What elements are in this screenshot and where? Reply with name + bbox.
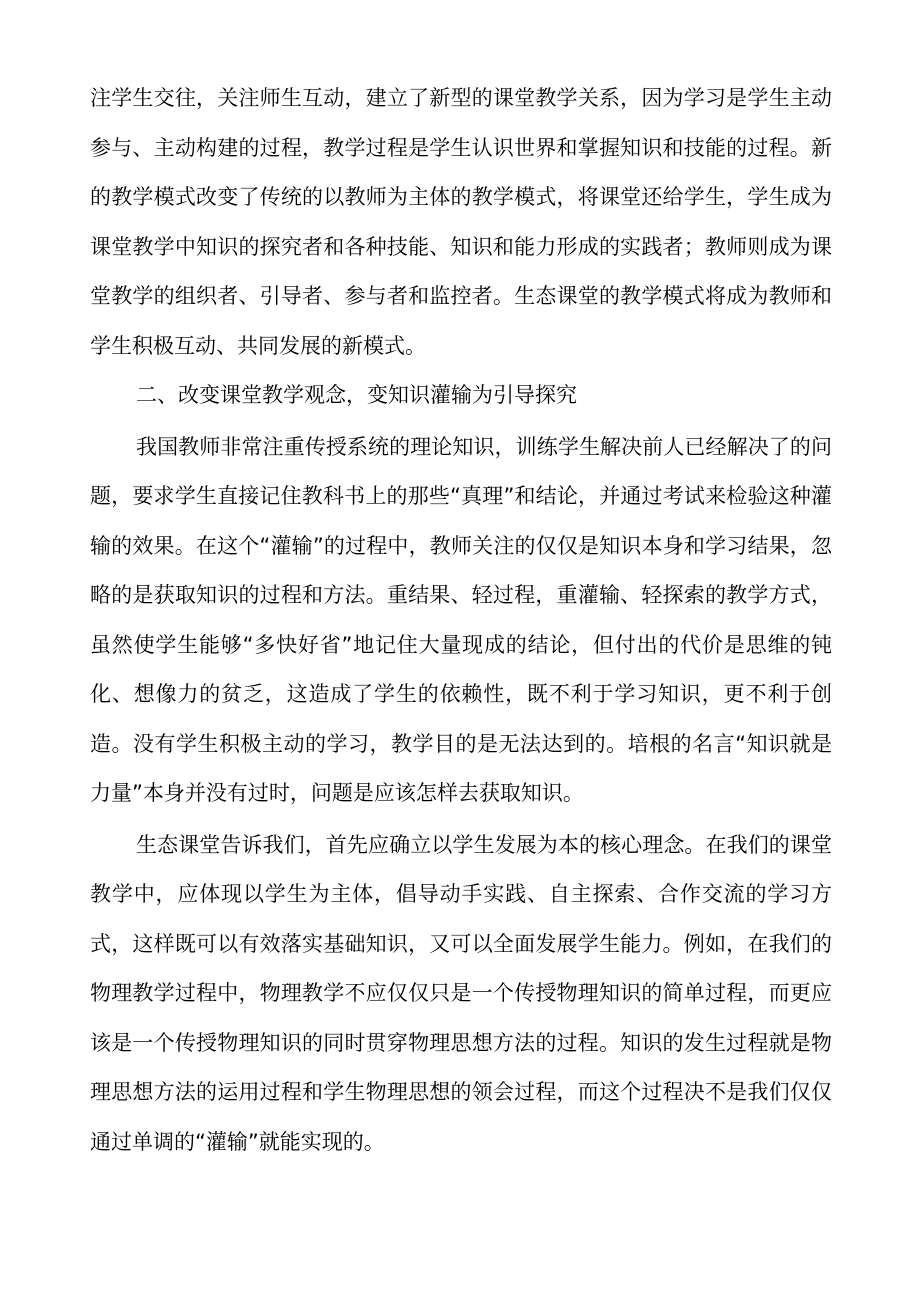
paragraph-continuation: 注学生交往，关注师生互动，建立了新型的课堂教学关系，因为学习是学生主动参与、主动构建的过程，教学过程是学生认识世界和掌握知识和技能的过程。新的教学模式改变了传统的以教师为主体的教学模式，将课堂还给学生，学生成为课堂教学中知识的探究者和各种技能、知识和能力形成的实践者；教师则成为课堂教学的组织者、引导者、参与者和监控者。生态课堂的教学模式将成为教师和学生积极互动、共同发展的新模式。 bbox=[90, 86, 832, 358]
section-heading: 二、改变课堂教学观念，变知识灌输为引导探究 bbox=[136, 383, 577, 407]
document-page bbox=[90, 74, 832, 1167]
paragraph-body: 我国教师非常注重传授系统的理论知识，训练学生解决前人已经解决了的问题，要求学生直接记住教科书上的那些“真理”和结论，并通过考试来检验这种灌输的效果。在这个“灌输”的过程中，教师关注的仅仅是知识本身和学习结果，忽略的是获取知识的过程和方法。重结果、轻过程，重灌输、轻探索的教学方式，虽然使学生能够“多快好省”地记住大量现成的结论，但付出的代价是思维的钝化、想像力的贫乏，这造成了学生的依赖性，既不利于学习知识，更不利于创造。没有学生积极主动的学习，教学目的是无法达到的。培根的名言“知识就是力量”本身并没有过时，问题是应该怎样去获取知识。 bbox=[90, 434, 832, 805]
paragraph-body: 生态课堂告诉我们，首先应确立以学生发展为本的核心理念。在我们的课堂教学中，应体现以学生为主体，倡导动手实践、自主探索、合作交流的学习方式，这样既可以有效落实基础知识，又可以全面发展学生能力。例如，在我们的物理教学过程中，物理教学不应仅仅只是一个传授物理知识的简单过程，而更应该是一个传授物理知识的同时贯穿物理思想方法的过程。知识的发生过程就是物理思想方法的运用过程和学生物理思想的领会过程，而这个过程决不是我们仅仅通过单调的“灌输”就能实现的。 bbox=[90, 832, 832, 1154]
